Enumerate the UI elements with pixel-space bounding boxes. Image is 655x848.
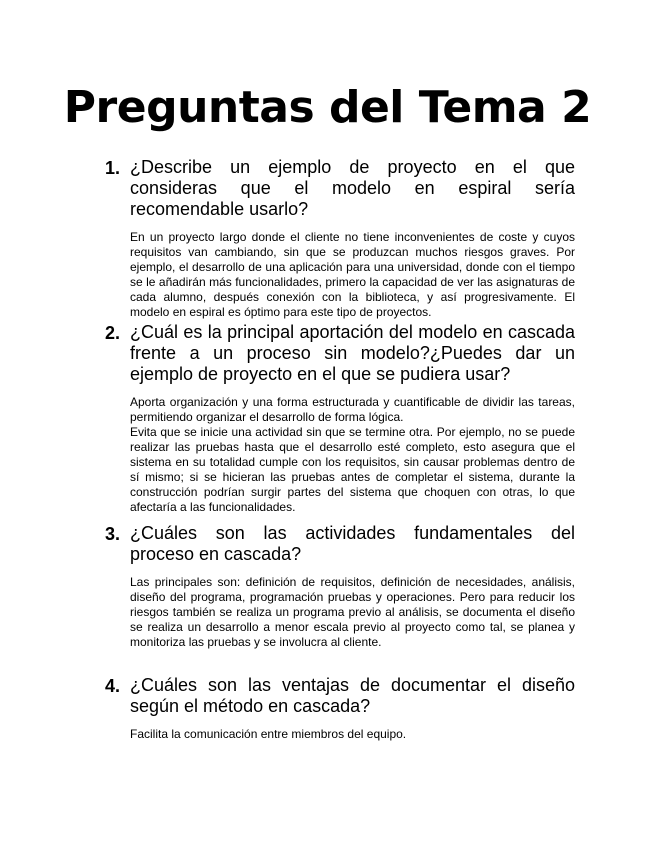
question-number: 4. [105, 676, 121, 696]
question-text: ¿Cuáles son las ventajas de documentar el diseño según el método en cascada? [130, 675, 575, 716]
answer-text: Las principales son: definición de requisitos, definición de necesidades, análisis, diseño del programa, programación pruebas y operaciones. Pero para reducir los riesgos también se realiza un programa previo al análisis, se documenta el diseño se realiza un desarrollo a menor escala previo al proyecto como tal, se planea y monitoriza las pruebas y se involucra al cliente. [130, 575, 575, 649]
question-number: 2. [105, 323, 121, 343]
page-title: Preguntas del Tema 2 [63, 82, 592, 133]
question-text: ¿Cuál es la principal aportación del modelo en cascada frente a un proceso sin modelo?¿Puedes dar un ejemplo de proyecto en el que se pudiera usar? [130, 322, 575, 384]
question-number: 1. [105, 158, 121, 178]
question-block-2 [105, 322, 575, 515]
question-block-3 [105, 523, 575, 650]
answer-text: En un proyecto largo donde el cliente no tiene inconvenientes de coste y cuyos requisitos van cambiando, sin que se produzcan muchos riesgos graves. Por ejemplo, el desarrollo de una aplicación para una universidad, donde con el tiempo se le añadirán más funcionalidades, primero la capacidad de ver las asignaturas de cada alumno, después conexión con la biblioteca, y así progresivamente. El modelo en espiral es óptimo para este tipo de proyectos. [130, 230, 575, 319]
question-text: ¿Cuáles son las actividades fundamentales del proceso en cascada? [130, 523, 575, 564]
answer-text: Aporta organización y una forma estructurada y cuantificable de dividir las tareas, permitiendo organizar el desarrollo de forma lógica. Evita que se inicie una actividad sin que se termine otra. Por ejemplo, no se puede realizar las pruebas hasta que el desarrollo esté completo, esto asegura que el sistema en su totalidad cumple con los requisitos, sin causar problemas dentro de sí mismo; si se hicieran las pruebas antes de completar el sistema, durante la construcción podrían surgir partes del sistema que choquen con otras, lo que afectaría a las funcionalidades. [130, 395, 575, 514]
answer-text: Facilita la comunicación entre miembros del equipo. [130, 727, 407, 741]
question-text: ¿Describe un ejemplo de proyecto en el que consideras que el modelo en espiral sería recomendable usarlo? [130, 157, 575, 219]
question-block-1 [105, 157, 575, 320]
question-block-4 [105, 675, 575, 742]
question-number: 3. [105, 524, 121, 544]
